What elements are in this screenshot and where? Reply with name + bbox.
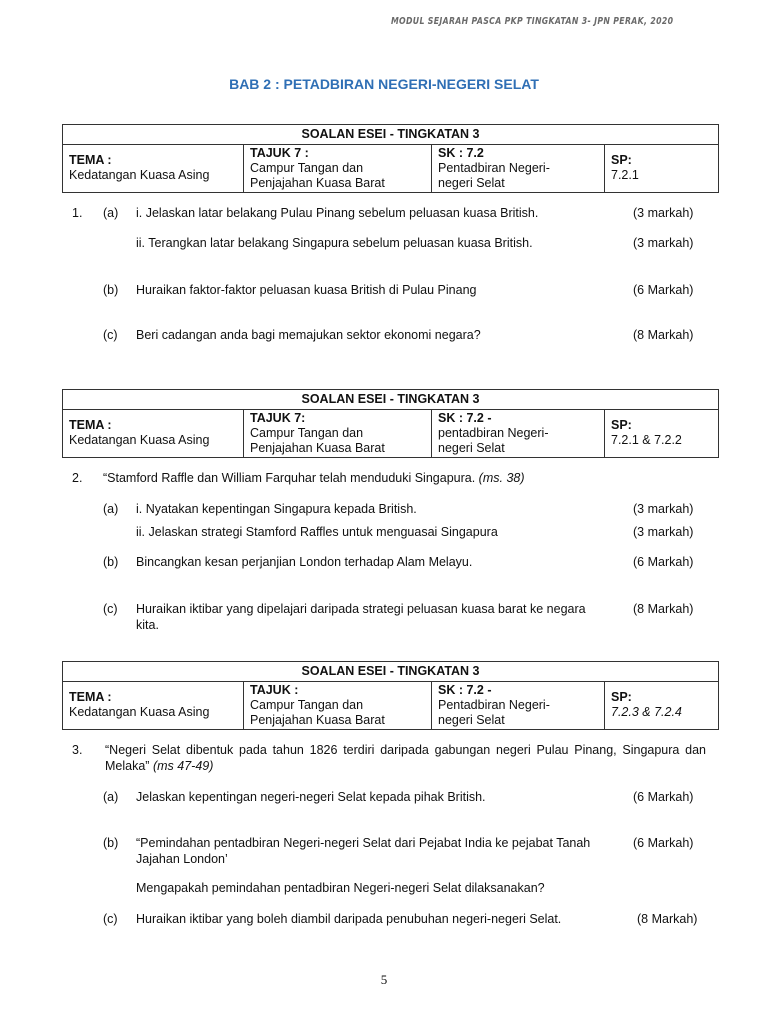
sp-value: 7.2.1 xyxy=(611,168,639,182)
sk-value: Pentadbiran Negeri-negeri Selat xyxy=(438,161,550,190)
question-1c-label: (c) xyxy=(103,328,118,342)
question-1b-marks: (6 Markah) xyxy=(633,283,694,297)
tajuk-cell xyxy=(244,410,432,458)
sp-value: 7.2.3 & 7.2.4 xyxy=(611,705,682,719)
sp-label: SP: xyxy=(611,690,632,704)
running-header: MODUL SEJARAH PASCA PKP TINGKATAN 3- JPN PERAK, 2020 xyxy=(390,16,673,27)
question-3b-label: (b) xyxy=(103,836,119,850)
tajuk-label: TAJUK : xyxy=(250,683,299,697)
question-1b-label: (b) xyxy=(103,283,119,297)
question-1c-text: Beri cadangan anda bagi memajukan sektor ekonomi negara? xyxy=(136,328,481,342)
question-1a-i-marks: (3 markah) xyxy=(633,206,694,220)
question-2-info-table xyxy=(62,389,719,458)
sp-value: 7.2.1 & 7.2.2 xyxy=(611,433,682,447)
tema-cell xyxy=(63,145,244,193)
question-1a-ii-marks: (3 markah) xyxy=(633,236,694,250)
table-title: SOALAN ESEI - TINGKATAN 3 xyxy=(63,662,719,682)
question-3c-text: Huraikan iktibar yang boleh diambil daripada penubuhan negeri-negeri Selat. xyxy=(136,912,562,926)
sk-value: Pentadbiran Negeri-negeri Selat xyxy=(438,698,550,727)
tajuk-cell xyxy=(244,682,432,730)
tema-label: TEMA : xyxy=(69,153,112,167)
table-title: SOALAN ESEI - TINGKATAN 3 xyxy=(63,125,719,145)
question-2b-label: (b) xyxy=(103,555,119,569)
question-3a-text: Jelaskan kepentingan negeri-negeri Selat kepada pihak British. xyxy=(136,790,486,804)
question-3a-marks: (6 Markah) xyxy=(633,790,694,804)
question-2c-text: Huraikan iktibar yang dipelajari daripada strategi peluasan kuasa barat ke negara kita. xyxy=(136,602,586,632)
question-3c-marks: (8 Markah) xyxy=(637,912,698,926)
sk-cell xyxy=(432,682,605,730)
tema-label: TEMA : xyxy=(69,418,112,432)
sk-cell xyxy=(432,145,605,193)
tajuk-label: TAJUK 7 : xyxy=(250,146,309,160)
page-number: 5 xyxy=(380,972,388,987)
sp-label: SP: xyxy=(611,153,632,167)
question-3-stem xyxy=(105,742,706,774)
question-2b-marks: (6 Markah) xyxy=(633,555,694,569)
tajuk-cell xyxy=(244,145,432,193)
tema-value: Kedatangan Kuasa Asing xyxy=(69,705,210,719)
tajuk-value: Campur Tangan dan Penjajahan Kuasa Barat xyxy=(250,426,385,455)
sk-label: SK : 7.2 xyxy=(438,146,484,160)
question-1-info-table xyxy=(62,124,719,193)
tema-label: TEMA : xyxy=(69,690,112,704)
question-1a-ii-text: ii. Terangkan latar belakang Singapura sebelum peluasan kuasa British. xyxy=(136,236,533,250)
question-1a-label: (a) xyxy=(103,206,119,220)
question-3b-marks: (6 Markah) xyxy=(633,836,694,850)
question-3b-quote: “Pemindahan pentadbiran Negeri-negeri Selat dari Pejabat India ke pejabat Tanah Jajahan London’ xyxy=(136,836,591,866)
question-2a-ii-marks: (3 markah) xyxy=(633,525,694,539)
sp-cell xyxy=(605,410,719,458)
question-1-number: 1. xyxy=(72,206,83,220)
tema-value: Kedatangan Kuasa Asing xyxy=(69,433,210,447)
question-1b-text: Huraikan faktor-faktor peluasan kuasa British di Pulau Pinang xyxy=(136,283,477,297)
question-3-stem-ref: (ms 47-49) xyxy=(152,759,214,773)
sk-cell xyxy=(432,410,605,458)
sp-cell xyxy=(605,682,719,730)
question-3c-label: (c) xyxy=(103,912,118,926)
question-2a-label: (a) xyxy=(103,502,119,516)
question-1c-marks: (8 Markah) xyxy=(633,328,694,342)
question-2a-i-marks: (3 markah) xyxy=(633,502,694,516)
question-2-stem-ref: (ms. 38) xyxy=(478,471,525,485)
sp-label: SP: xyxy=(611,418,632,432)
tajuk-label: TAJUK 7: xyxy=(250,411,306,425)
sk-value: pentadbiran Negeri-negeri Selat xyxy=(438,426,549,455)
tema-value: Kedatangan Kuasa Asing xyxy=(69,168,210,182)
chapter-title: BAB 2 : PETADBIRAN NEGERI-NEGERI SELAT xyxy=(229,76,539,92)
question-2b-text: Bincangkan kesan perjanjian London terhadap Alam Melayu. xyxy=(136,555,473,569)
tajuk-value: Campur Tangan dan Penjajahan Kuasa Barat xyxy=(250,161,385,190)
tema-cell xyxy=(63,410,244,458)
table-title: SOALAN ESEI - TINGKATAN 3 xyxy=(63,390,719,410)
question-3-number: 3. xyxy=(72,743,83,757)
question-2-number: 2. xyxy=(72,471,83,485)
question-2a-i-text: i. Nyatakan kepentingan Singapura kepada British. xyxy=(136,502,417,516)
question-3-info-table xyxy=(62,661,719,730)
sk-label: SK : 7.2 - xyxy=(438,411,492,425)
question-3a-label: (a) xyxy=(103,790,119,804)
sp-cell xyxy=(605,145,719,193)
question-2-stem xyxy=(103,470,623,486)
question-2-stem-text: “Stamford Raffle dan William Farquhar telah menduduki Singapura. xyxy=(103,471,476,485)
question-3b-text: Mengapakah pemindahan pentadbiran Negeri-negeri Selat dilaksanakan? xyxy=(136,881,545,895)
tajuk-value: Campur Tangan dan Penjajahan Kuasa Barat xyxy=(250,698,385,727)
question-2a-ii-text: ii. Jelaskan strategi Stamford Raffles untuk menguasai Singapura xyxy=(136,525,498,539)
question-3-stem-text: “Negeri Selat dibentuk pada tahun 1826 terdiri daripada gabungan negeri Pulau Pinang, Singapura dan Melaka” xyxy=(105,743,706,773)
question-2c-label: (c) xyxy=(103,602,118,616)
tema-cell xyxy=(63,682,244,730)
question-1a-i-text: i. Jelaskan latar belakang Pulau Pinang sebelum peluasan kuasa British. xyxy=(136,206,539,220)
sk-label: SK : 7.2 - xyxy=(438,683,492,697)
question-2c-marks: (8 Markah) xyxy=(633,602,694,616)
